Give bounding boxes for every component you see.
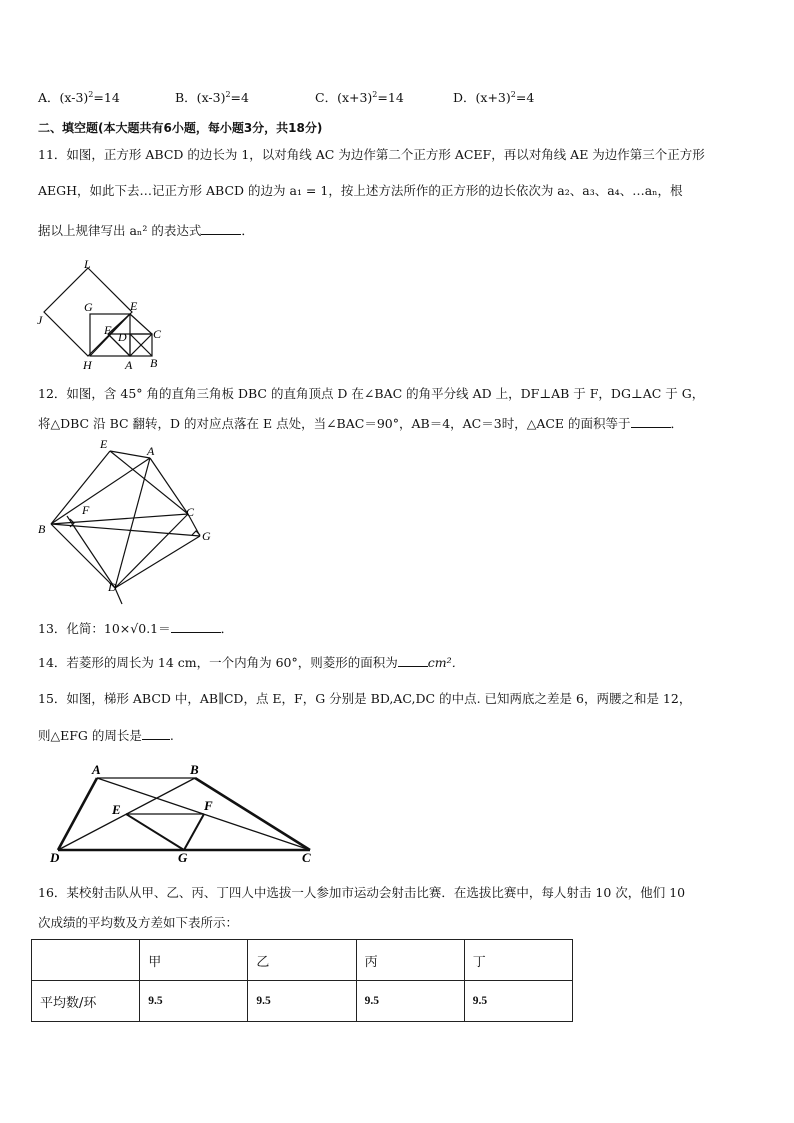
q16-line1: 16．某校射击队从甲、乙、丙、丁四人中选拔一人参加市运动会射击比赛．在选拔比赛中，每人射击 10 次，他们 10 bbox=[38, 885, 686, 900]
option-d: D．$(x+3)^2=4$ bbox=[453, 89, 535, 105]
q12-label: B bbox=[38, 522, 46, 536]
q15-label: B bbox=[190, 762, 199, 777]
q13: 13．化简：10×√0.1＝ ． bbox=[38, 621, 234, 636]
q11-figure bbox=[30, 254, 180, 374]
q11-label: B bbox=[150, 356, 158, 370]
q11-label: H bbox=[83, 358, 92, 372]
q15-line2: 则△EFG 的周长是 . bbox=[38, 728, 174, 743]
table-cell: 9.5 bbox=[248, 981, 356, 1022]
q11-label: F bbox=[104, 323, 112, 337]
table-cell: 9.5 bbox=[140, 981, 248, 1022]
table-header-row bbox=[32, 940, 573, 981]
option-b: B．$(x-3)^2=4$ bbox=[175, 89, 249, 105]
q11-label: L bbox=[84, 257, 91, 271]
q15-label: F bbox=[204, 798, 213, 813]
q12-label: A bbox=[147, 444, 155, 458]
table-cell: 平均数/环 bbox=[32, 981, 140, 1022]
q12-label: D bbox=[108, 580, 117, 594]
q11-label: G bbox=[84, 300, 93, 314]
q12-figure bbox=[30, 436, 230, 606]
q15-answer-blank[interactable] bbox=[142, 727, 170, 740]
q11-line3: 据以上规律写出 aₙ² 的表达式 ． bbox=[38, 223, 254, 238]
q11-label: C bbox=[153, 327, 162, 341]
q12-label: C bbox=[186, 505, 195, 519]
table-row bbox=[32, 981, 573, 1022]
table-header-cell: 丙 bbox=[356, 940, 464, 981]
table-header-cell: 丁 bbox=[464, 940, 572, 981]
q12-line1: 12．如图，含 45° 角的直角三角板 DBC 的直角顶点 D 在∠BAC 的角平分线 AD 上，DF⊥AB 于 F，DG⊥AC 于 G， bbox=[38, 386, 705, 401]
q11-label: E bbox=[130, 299, 138, 313]
q15-label: E bbox=[112, 802, 121, 817]
q11-line1: 11．如图，正方形 ABCD 的边长为 1，以对角线 AC 为边作第二个正方形 ACEF，再以对角线 AE 为边作第三个正方形 bbox=[38, 147, 705, 162]
q15-label: D bbox=[50, 850, 60, 865]
table-cell: 9.5 bbox=[464, 981, 572, 1022]
q11-label: J bbox=[37, 313, 43, 327]
q14: 14．若菱形的周长为 14 cm，一个内角为 60°，则菱形的面积为 cm²． bbox=[38, 655, 465, 670]
table-cell: 9.5 bbox=[356, 981, 464, 1022]
q13-answer-blank[interactable] bbox=[171, 620, 221, 633]
q12-label: E bbox=[100, 437, 108, 451]
q12-label: F bbox=[82, 503, 90, 517]
table-header-cell bbox=[32, 940, 140, 981]
q15-line1: 15．如图，梯形 ABCD 中，AB∥CD，点 E，F，G 分别是 BD,AC,DC 的中点. 已知两底之差是 6，两腰之和是 12， bbox=[38, 691, 692, 706]
q15-label: A bbox=[92, 762, 101, 777]
q14-answer-blank[interactable] bbox=[398, 654, 428, 667]
table-header-cell: 乙 bbox=[248, 940, 356, 981]
q11-line3-text: 据以上规律写出 aₙ² 的表达式 bbox=[38, 223, 202, 238]
table-header-cell: 甲 bbox=[140, 940, 248, 981]
results-table bbox=[31, 939, 573, 1022]
option-c: C．$(x+3)^2=14$ bbox=[315, 89, 404, 105]
q11-line2: AEGH，如此下去…记正方形 ABCD 的边为 a₁ = 1，按上述方法所作的正方形的边长依次为 a₂、a₃、a₄、…aₙ，根 bbox=[38, 183, 683, 198]
q15-label: G bbox=[178, 850, 188, 865]
option-a: A．$(x-3)^2=14$ bbox=[38, 89, 120, 105]
q12-line2: 将△DBC 沿 BC 翻转，D 的对应点落在 E 点处，当∠BAC＝90°，AB＝4，AC＝3时，△ACE 的面积等于 ． bbox=[38, 416, 684, 431]
q15-figure bbox=[40, 760, 330, 870]
q16-line2: 次成绩的平均数及方差如下表所示： bbox=[38, 915, 239, 930]
q11-label: A bbox=[125, 358, 133, 372]
q15-label: C bbox=[302, 850, 311, 865]
q11-label: D bbox=[118, 330, 127, 344]
section-title: 二、填空题(本大题共有6小题，每小题3分，共18分) bbox=[38, 121, 323, 135]
q11-answer-blank[interactable] bbox=[201, 222, 241, 235]
q12-label: G bbox=[202, 529, 211, 543]
q12-answer-blank[interactable] bbox=[631, 415, 671, 428]
